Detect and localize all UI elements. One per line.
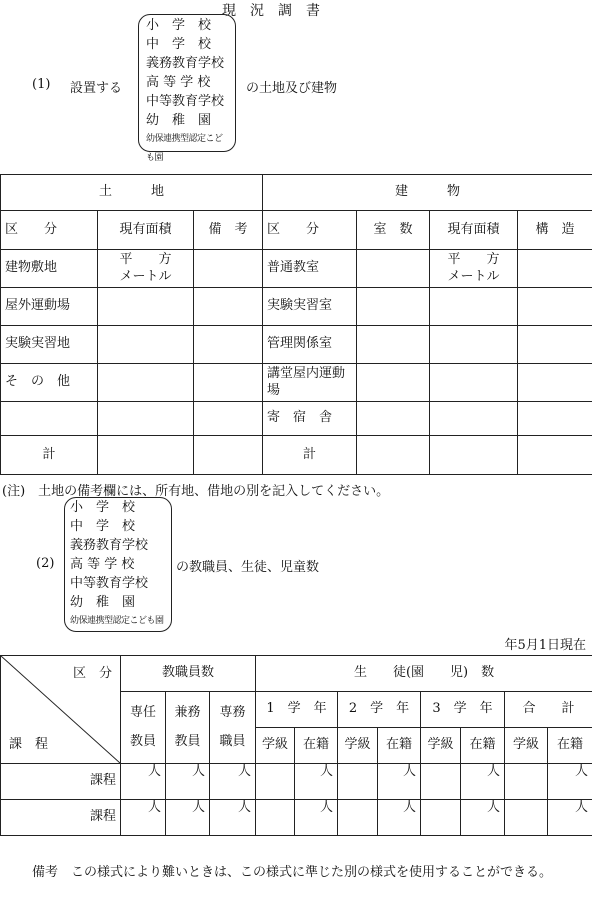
grade-1-header: 1 学 年 <box>256 692 338 728</box>
unit-cell: 人 <box>548 800 592 836</box>
school-type-item: 幼 稚 園 <box>70 595 136 610</box>
unit-cell: 人 <box>295 800 338 836</box>
school-type-list-2 <box>70 498 164 631</box>
col-kubun: 区 分 <box>1 211 98 250</box>
sub-col-classes: 学級 <box>256 728 295 764</box>
rooms-cell <box>357 250 430 288</box>
land-row-label: そ の 他 <box>1 364 98 402</box>
grade-3-header: 3 学 年 <box>421 692 505 728</box>
col-note: 備 考 <box>194 211 263 250</box>
students-header: 生 徒(園 児) 数 <box>256 656 592 692</box>
total-header: 合 計 <box>505 692 592 728</box>
row-label: 課程 <box>1 800 121 836</box>
date-label: 年5月1日現在 <box>504 638 586 653</box>
building-row-label: 実験実習室 <box>263 288 357 326</box>
sub-col-classes: 学級 <box>505 728 548 764</box>
page-title: 現 況 調 書 <box>222 3 320 19</box>
row-label: 課程 <box>1 764 121 800</box>
building-row-label: 普通教室 <box>263 250 357 288</box>
area-unit: 平 方 メートル <box>98 250 194 288</box>
unit-cell: 人 <box>121 764 166 800</box>
col-area2: 現有面積 <box>430 211 518 250</box>
staff-student-table <box>0 655 592 836</box>
school-type-item: 中 学 校 <box>146 37 212 52</box>
col-kubun2: 区 分 <box>263 211 357 250</box>
unit-cell: 人 <box>166 764 210 800</box>
sub-col-enrolled: 在籍 <box>295 728 338 764</box>
staff-col-clerk: 専務 職員 <box>210 692 256 764</box>
building-row-label: 管理関係室 <box>263 326 357 364</box>
section2-suffix: の教職員、生徒、児童数 <box>176 560 320 575</box>
section1-number: (1) <box>32 77 51 92</box>
land-total-label: 計 <box>1 436 98 475</box>
struct-cell <box>518 250 592 288</box>
school-type-item: 高 等 学 校 <box>70 557 135 572</box>
sub-col-enrolled: 在籍 <box>378 728 421 764</box>
katei-label: 課 程 <box>9 736 49 752</box>
building-row-label: 講堂屋内運動場 <box>263 364 357 402</box>
land-row-label <box>1 402 98 436</box>
diagonal-header-cell <box>1 656 121 764</box>
land-note: (注) 土地の備考欄には、所有地、借地の別を記入してください。 <box>2 484 390 499</box>
section2-number: (2) <box>36 556 55 571</box>
col-area: 現有面積 <box>98 211 194 250</box>
school-type-list <box>146 16 230 163</box>
col-struct: 構 造 <box>518 211 592 250</box>
section1-prefix: 設置する <box>70 81 123 96</box>
staff-col-part: 兼務 教員 <box>166 692 210 764</box>
school-type-item: 高 等 学 校 <box>146 75 211 90</box>
building-total-label: 計 <box>263 436 357 475</box>
staff-col-full: 専任 教員 <box>121 692 166 764</box>
building-row-label: 寄 宿 舎 <box>263 402 357 436</box>
land-row-label: 屋外運動場 <box>1 288 98 326</box>
school-type-item: 中等教育学校 <box>70 576 149 591</box>
unit-cell: 人 <box>295 764 338 800</box>
table-row <box>1 764 592 800</box>
school-type-item: 小 学 校 <box>146 18 212 33</box>
school-type-item: 義務教育学校 <box>146 56 225 71</box>
sub-col-classes: 学級 <box>338 728 378 764</box>
unit-cell: 人 <box>461 800 505 836</box>
unit-cell: 人 <box>461 764 505 800</box>
unit-cell: 人 <box>210 800 256 836</box>
note-cell <box>194 250 263 288</box>
school-type-item: 幼 稚 園 <box>146 113 212 128</box>
unit-cell: 人 <box>548 764 592 800</box>
land-building-table <box>0 174 592 475</box>
table-row <box>1 800 592 836</box>
unit-cell: 人 <box>378 764 421 800</box>
unit-cell: 人 <box>121 800 166 836</box>
land-header: 土 地 <box>1 175 263 211</box>
sub-col-enrolled: 在籍 <box>548 728 592 764</box>
land-row-label: 実験実習地 <box>1 326 98 364</box>
unit-cell: 人 <box>378 800 421 836</box>
school-type-item: 幼保連携型認定こども園 <box>146 134 223 163</box>
school-type-item: 小 学 校 <box>70 500 136 515</box>
kubun-label: 区 分 <box>72 666 112 681</box>
unit-cell: 人 <box>210 764 256 800</box>
sub-col-classes: 学級 <box>421 728 461 764</box>
area2-unit: 平 方 メートル <box>430 250 518 288</box>
sub-col-enrolled: 在籍 <box>461 728 505 764</box>
school-type-item: 幼保連携型認定こども園 <box>70 616 164 626</box>
unit-cell: 人 <box>166 800 210 836</box>
school-type-item: 中等教育学校 <box>146 94 225 109</box>
building-header: 建 物 <box>263 175 592 211</box>
col-rooms: 室 数 <box>357 211 430 250</box>
remark: 備考 この様式により難いときは、この様式に準じた別の様式を使用することができる。 <box>32 865 553 880</box>
staff-header: 教職員数 <box>121 656 256 692</box>
land-row-label: 建物敷地 <box>1 250 98 288</box>
school-type-item: 義務教育学校 <box>70 538 149 553</box>
section1-suffix: の土地及び建物 <box>246 81 338 96</box>
school-type-item: 中 学 校 <box>70 519 136 534</box>
grade-2-header: 2 学 年 <box>338 692 421 728</box>
